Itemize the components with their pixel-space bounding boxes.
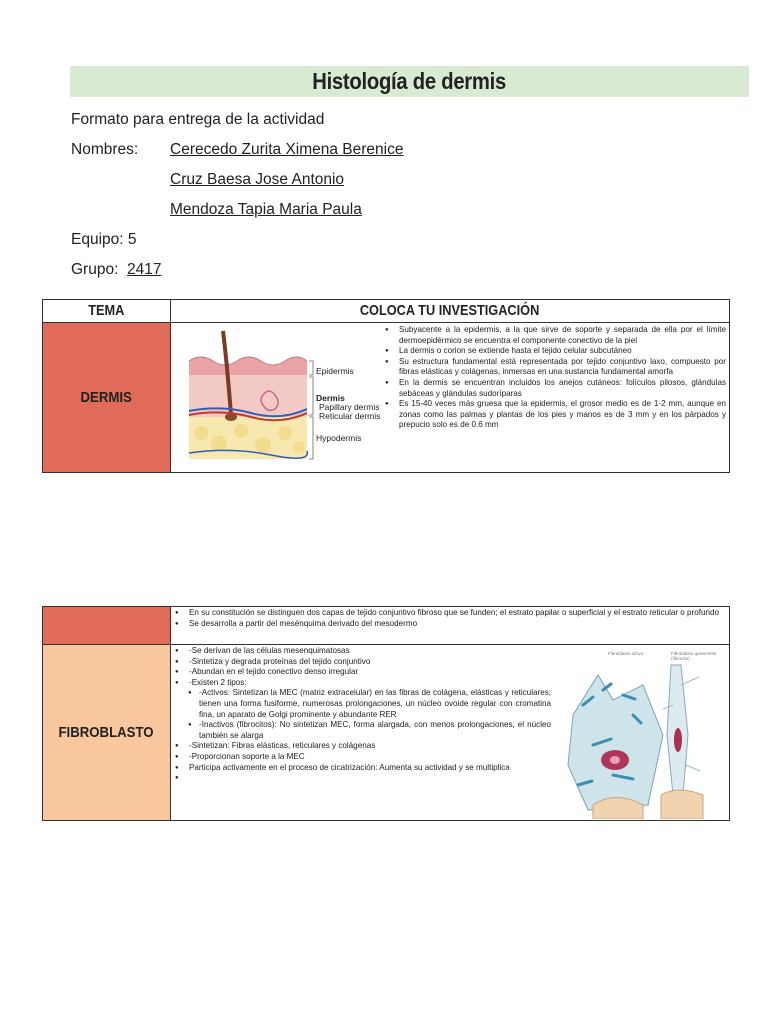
- group-label: Grupo:: [71, 261, 119, 278]
- list-item: ● La dermis o corion se extiende hasta el tejido celular subcutáneo: [383, 346, 726, 357]
- names-line-3: [71, 200, 362, 220]
- list-item: ● -Sintetizan: Fibras elásticas, reticulares y colágenas: [173, 741, 551, 752]
- topic-continued: [43, 607, 171, 645]
- fibroblast-research-cell: [171, 645, 730, 821]
- student-name: Mendoza Tapia Maria Paula: [170, 201, 362, 218]
- names-line-1: [71, 140, 403, 160]
- label-papillary: Papillary dermis: [319, 402, 380, 412]
- fibroblast-table: [42, 606, 730, 821]
- dermis-bullets: [381, 323, 729, 471]
- header-topic: TEMA: [43, 300, 171, 323]
- names-label: Nombres:: [71, 141, 139, 158]
- team-line: Equipo: 5: [71, 231, 137, 248]
- label-dermis: Dermis: [316, 393, 345, 403]
- title-banner: [70, 66, 749, 97]
- list-item: ● -Sintetiza y degrada proteínas del tejido conjuntivo: [173, 657, 551, 668]
- topic-dermis: DERMIS: [43, 323, 171, 473]
- fibroblast-diagram: [553, 645, 729, 819]
- skin-diagram: [171, 323, 381, 471]
- student-name: Cruz Baesa Jose Antonio: [170, 171, 345, 188]
- label-inactive: Fibroblasto quiescente (fibrocito): [671, 651, 717, 661]
- label-epidermis: Epidermis: [316, 366, 354, 376]
- label-reticular: Reticular dermis: [319, 411, 381, 421]
- page-title: Histología de dermis: [312, 68, 507, 94]
- list-item: ● -Inactivos (fibrocitos): No sintetizan MEC, forma alargada, con menos prolongaciones, el núcleo también se alarga: [186, 720, 551, 741]
- list-item: ● -Existen 2 tipos:: [173, 678, 551, 689]
- topic-fibroblasto: FIBROBLASTO: [43, 645, 171, 821]
- list-item: ● -Activos: Sintetizan la MEC (matriz extracelular) en las fibras de colágena, elásticas y reticulares; tienen una forma fusiforme, numerosas prolongaciones, un núcleo ovoide regular con cromatina fina, un aparato de Golgi prominente y abundante RER: [186, 688, 551, 720]
- group-line: [71, 260, 162, 280]
- list-item: ● -Proporcionan soporte a la MEC: [173, 752, 551, 763]
- fibroblast-bullets: [171, 645, 553, 819]
- format-line: Formato para entrega de la actividad: [71, 111, 325, 128]
- label-hypodermis: Hypodermis: [316, 433, 362, 443]
- list-item: ● Es 15-40 veces más gruesa que la epidermis, el grosor medio es de 1-2 mm, aunque en zonas como las palmas y plantas de los pies y manos es de 3 mm y en los párpados y prepucio solo es de 0.6 mm: [383, 399, 726, 431]
- list-item: ● Participa activamente en el proceso de cicatrización: Aumenta su actividad y se multiplica: [173, 763, 551, 774]
- list-item: ● -Se derivan de las células mesenquimatosas: [173, 646, 551, 657]
- list-item: ● -Abundan en el tejido conectivo denso irregular: [173, 667, 551, 678]
- list-item: ● Subyacente a la epidermis, a la que sirve de soporte y separada de ella por el límite dermoepidérmico se encuentra el componente conectivo de la piel: [383, 325, 726, 346]
- list-item: ● Su estructura fundamental está representada por tejido conjuntivo laxo, compuesto por fibras elásticas y colágenas, inmersas en una sustancia fundamental amorfa: [383, 357, 726, 378]
- continued-cell: [171, 607, 730, 645]
- group-value: 2417: [127, 261, 162, 278]
- dermis-table: [42, 299, 730, 473]
- header-research: COLOCA TU INVESTIGACIÓN: [171, 300, 730, 323]
- label-active: Fibroblasto activo: [608, 651, 644, 656]
- list-item: ● En la dermis se encuentran incluidos los anejos cutáneos: folículos pilosos, glándulas sebáceas y glándulas sudoríparas: [383, 378, 726, 399]
- list-item: [173, 773, 551, 783]
- names-line-2: [71, 170, 344, 190]
- dermis-research-cell: [171, 323, 730, 473]
- student-name: Cerecedo Zurita Ximena Berenice: [170, 141, 404, 158]
- list-item: ● En su constitución se distinguen dos capas de tejido conjuntivo fibroso que se funden; el estrato papilar o superficial y el estrato reticular o profundo: [173, 608, 726, 619]
- list-item: ● Se desarrolla a partir del mesénquima derivado del mesodermo: [173, 619, 726, 630]
